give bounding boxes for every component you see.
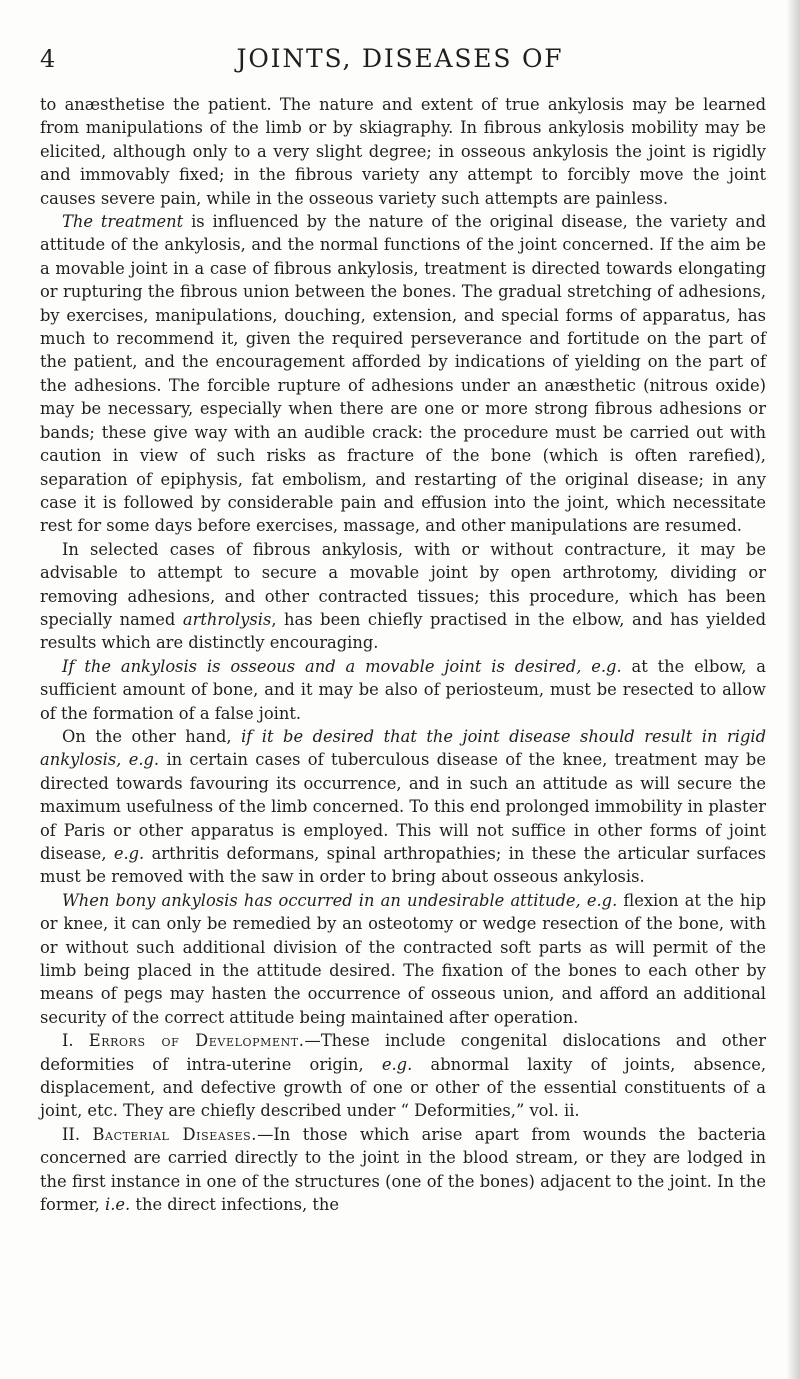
body-text [40,93,766,1217]
paragraph-ankylosis-diagnosis: to anæsthetise the patient. The nature and extent of true ankylosis may be learned from manipulations of the limb or by skiagraphy. In fibrous ankylosis mobility may be elicited, although only to a very slight degree; in osseous ankylosis the joint is rigidly and immovably fixed; in the fibrous variety any attempt to forcibly move the joint causes severe pain, while in the osseous variety such attempts are painless. [40,95,766,208]
italic-lead: If the ankylosis is osseous and a movable joint is desired, e.g. [62,656,622,676]
page-header [0,44,800,84]
paragraph-bony-ankylosis: When bony ankylosis has occurred in an undesirable attitude, e.g. flexion at the hip or knee, it can only be remedied by an osteotomy or wedge resection of the bone, with or without such additional division of the contracted soft parts as will permit of the limb being placed in the attitude desired. The fixation of the bones to each other by means of pegs may hasten the occurrence of osseous union, and afford an additional security of the correct attitude being maintained after operation. [40,890,766,1027]
section-heading: Errors of Development. [88,1031,305,1051]
running-head: JOINTS, DISEASES OF [236,44,564,73]
paragraph-rigid-ankylosis: On the other hand, if it be desired that the joint disease should result in rigid ankylosis, e.g. in certain cases of tuberculous disease of the knee, treatment may be directed towards favouring its occurrence, and in such an attitude as will secure the maximum usefulness of the limb concerned. To this end prolonged immobility in plaster of Paris or other apparatus is employed. This will not suffice in other forms of joint disease, e.g. arthritis deformans, spinal arthropathies; in these the articular surfaces must be removed with the saw in order to bring about osseous ankylosis. [40,726,766,887]
paragraph-arthrolysis: In selected cases of fibrous ankylosis, with or without contracture, it may be advisable to attempt to secure a movable joint by open arthrotomy, dividing or removing adhesions, and other contracted tissues; this procedure, which has been specially named arthrolysis, has been chiefly practised in the elbow, and has yielded results which are distinctly encouraging. [40,539,766,653]
italic-abbrev: e.g. [381,1054,413,1074]
italic-term: arthrolysis [182,609,272,629]
italic-abbrev: e.g. [113,844,145,863]
italic-phrase: if it be desired that the joint disease should result in rigid ankylosis, e.g. [40,726,766,770]
paragraph-bacterial-diseases: II. Bacterial Diseases.—In those which arise apart from wounds the bacteria concerned are carried directly to the joint in the blood stream, or they are lodged in the first instance in one of the structures (one of the bones) adjacent to the joint. In the former, i.e. the direct infections, the [40,1124,767,1215]
page-number: 4 [40,45,56,73]
page-edge-shadow [786,0,800,1379]
section-heading: Bacterial Diseases. [92,1124,258,1144]
italic-lead: The treatment [62,212,184,232]
paragraph-treatment: The treatment is influenced by the nature of the original disease, the variety and attitude of the ankylosis, and the normal functions of the joint concerned. If the aim be a movable joint in a case of fibrous ankylosis, treatment is directed towards elongating or rupturing the fibrous union between the bones. The gradual stretching of adhesions, by exercises, manipulations, douching, extension, and special forms of apparatus, has much to recommend it, given the required perseverance and fortitude on the part of the patient, and the encouragement afforded by indications of yielding on the part of the adhesions. The forcible rupture of adhesions under an anæsthetic (nitrous oxide) may be necessary, especially when there are one or more strong fibrous adhesions or bands; these give way with an audible crack: the procedure must be carried out with caution in view of such risks as fracture of the bone (which is often rarefied), separation of epiphysis, fat embolism, and restarting of the original disease; in any case it is followed by considerable pain and effusion into the joint, which necessitate rest for some days before exercises, massage, and other manipulations are resumed. [40,212,767,536]
paragraph-osseous-movable: If the ankylosis is osseous and a movable joint is desired, e.g. at the elbow, a sufficient amount of bone, and it may be also of periosteum, must be resected to allow of the formation of a false joint. [40,656,766,723]
italic-lead: When bony ankylosis has occurred in an undesirable attitude, e.g. [62,890,618,910]
italic-abbrev: i.e. [105,1195,131,1215]
paragraph-errors-of-development: I. Errors of Development.—These include congenital dislocations and other deformities of intra-uterine origin, e.g. abnormal laxity of joints, absence, displacement, and defective growth of one or other of the essential constituents of a joint, etc. They are chiefly described under “ Deformities,” vol. ii. [40,1031,767,1121]
